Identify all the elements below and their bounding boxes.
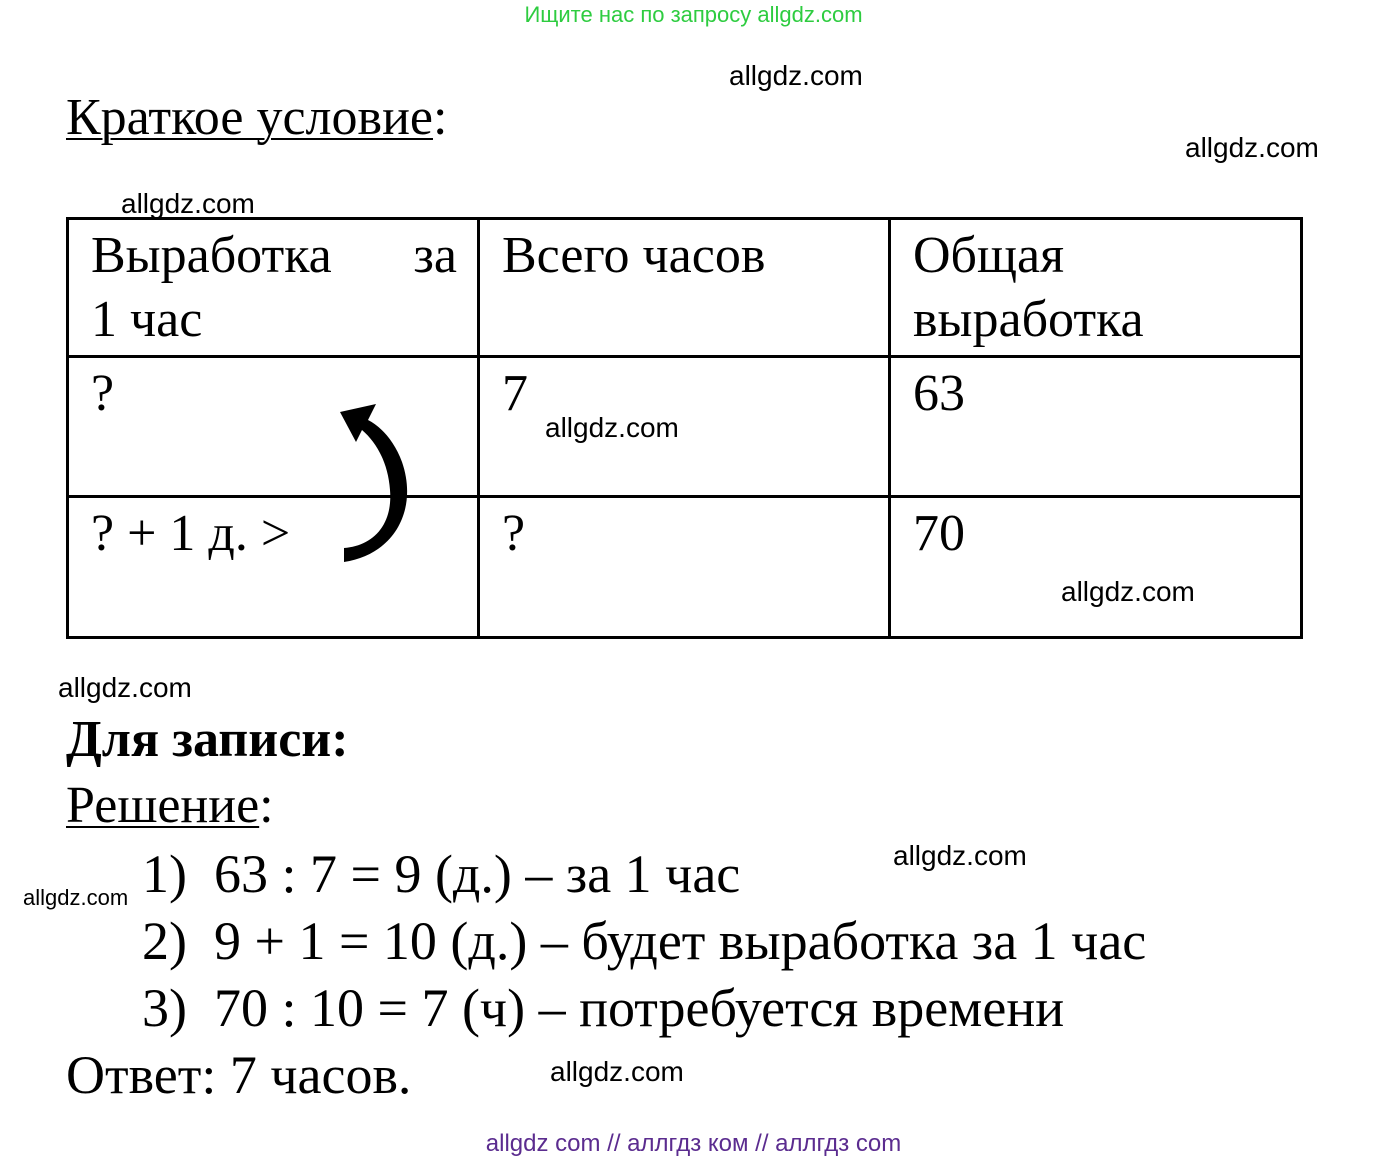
- table-header-row: [68, 219, 1302, 357]
- solution-heading: [66, 776, 274, 835]
- solution-step: [142, 910, 1146, 972]
- watermark: allgdz.com: [545, 412, 679, 443]
- cell-total-2: 70: [890, 497, 1302, 638]
- cell-rate-1: ?: [68, 357, 479, 497]
- step-text: 63 : 7 = 9 (д.) – за 1 час: [213, 844, 741, 904]
- step-text: 70 : 10 = 7 (ч) – потребуется времени: [213, 978, 1065, 1038]
- step-number: 3): [142, 978, 187, 1038]
- footer-links: allgdz com // аллгдз ком // аллгдз com: [485, 1130, 902, 1157]
- cell-hours-1: 7: [479, 357, 890, 497]
- header-cell-total: [890, 219, 1302, 357]
- cell-hours-2: ?: [479, 497, 890, 638]
- watermark: allgdz.com: [893, 840, 1027, 871]
- watermark: allgdz.com: [1061, 576, 1195, 607]
- watermark: allgdz.com: [58, 672, 192, 703]
- solution-colon: :: [259, 777, 274, 834]
- heading-colon: :: [432, 89, 448, 146]
- top-banner: Ищите нас по запросу allgdz.com: [524, 2, 863, 27]
- header-rate-line2: 1 час: [91, 291, 203, 348]
- heading-label: Краткое условие: [66, 89, 433, 146]
- step-text: 9 + 1 = 10 (д.) – будет выработка за 1 час: [213, 911, 1147, 971]
- watermark: allgdz.com: [1185, 132, 1319, 163]
- cell-rate-2: ? + 1 д. >: [68, 497, 479, 638]
- table-row: [68, 497, 1302, 638]
- header-rate-line1: Выработка за: [91, 227, 457, 284]
- header-total-line1: Общая: [913, 227, 1065, 284]
- watermark: allgdz.com: [550, 1056, 684, 1087]
- watermark: allgdz.com: [729, 60, 863, 91]
- solution-label: Решение: [66, 777, 260, 834]
- header-total-line2: выработка: [913, 291, 1144, 348]
- header-hours: Всего часов: [502, 227, 766, 284]
- watermark: allgdz.com: [23, 885, 129, 910]
- answer-line: Ответ: 7 часов.: [66, 1045, 412, 1105]
- cell-total-1: 63: [890, 357, 1302, 497]
- solution-step: [142, 977, 1064, 1039]
- header-cell-hours: [479, 219, 890, 357]
- record-heading: Для записи:: [66, 711, 349, 768]
- short-condition-heading: [66, 88, 447, 147]
- step-number: 2): [142, 911, 187, 971]
- header-cell-rate: [68, 219, 479, 357]
- step-number: 1): [142, 844, 187, 904]
- solution-step: [142, 843, 740, 905]
- watermark: allgdz.com: [121, 188, 255, 219]
- table-row: [68, 357, 1302, 497]
- curved-arrow-icon: [336, 390, 416, 565]
